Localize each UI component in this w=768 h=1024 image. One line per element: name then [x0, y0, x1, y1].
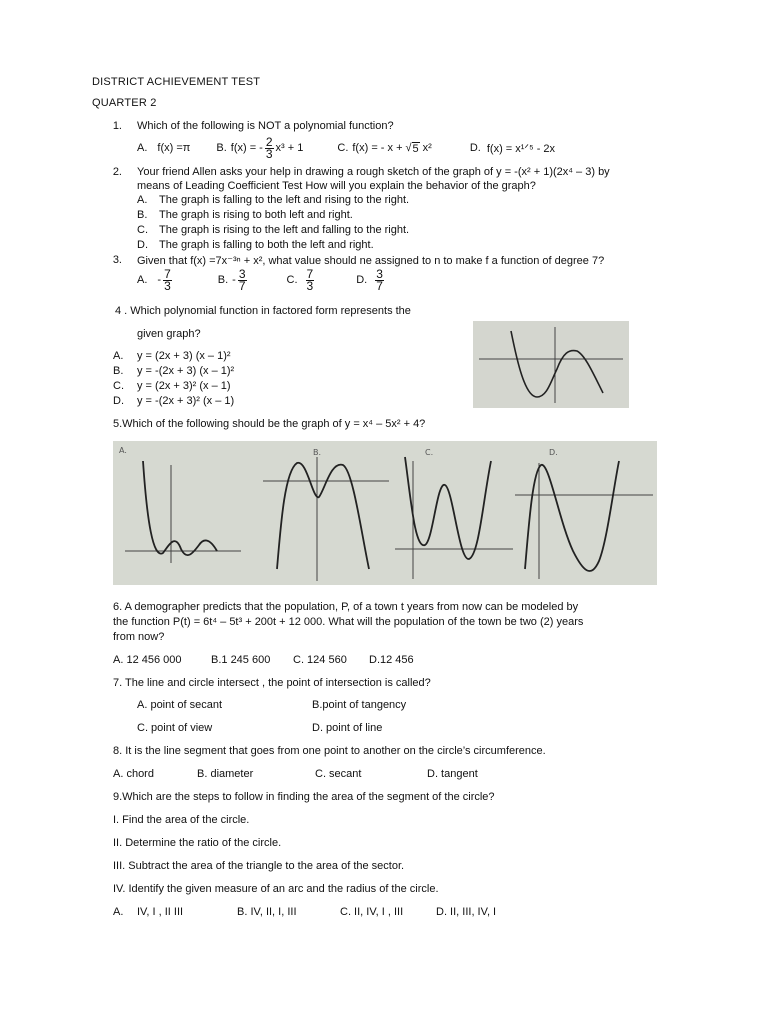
q6-line3: from now?	[113, 631, 165, 643]
q2-number: 2.	[112, 166, 122, 178]
sqrt-icon: √	[405, 142, 412, 154]
q6-opt-b: B.1 245 600	[211, 654, 271, 666]
q5-graphs-image	[113, 441, 657, 585]
quarter-label: QUARTER 2	[92, 97, 157, 109]
q4-graph-image	[473, 321, 629, 408]
q5-graph-b	[263, 448, 389, 581]
q2-opt-b-label: B.	[137, 209, 148, 221]
q3-b-den: 7	[238, 278, 246, 293]
q3-a-label: A.	[137, 274, 148, 286]
q3-b-num: 3	[238, 266, 246, 281]
q2-line2: means of Leading Coefficient Test How will you explain the behavior of the graph?	[137, 180, 536, 192]
q3-d-fraction	[375, 266, 384, 293]
q7-opt-a: A. point of secant	[137, 699, 222, 711]
q7-text: 7. The line and circle intersect , the point of intersection is called?	[113, 677, 431, 689]
q1-a-label: A.	[137, 142, 148, 154]
q3-a-num: 7	[164, 266, 171, 281]
q3-a-fraction	[163, 266, 172, 293]
q5-graph-c	[395, 448, 513, 579]
q3-c-num: 7	[306, 266, 314, 281]
q5-graph-b-label: B.	[313, 448, 322, 457]
q9-step-3: III. Subtract the area of the triangle to the area of the sector.	[113, 860, 405, 872]
q2-opt-d-label: D.	[137, 239, 148, 251]
q1-b-fraction	[265, 134, 274, 161]
q5-graph-d-label: D.	[549, 448, 558, 457]
q5-graph-a	[119, 446, 241, 563]
q1-c-post: x²	[422, 142, 432, 154]
q5-b-curve	[277, 463, 369, 569]
q7-opt-d: D. point of line	[312, 722, 383, 734]
q1-d-label: D.	[469, 142, 481, 154]
q4-opt-c: y = (2x + 3)² (x – 1)	[137, 380, 231, 392]
q5-c-curve	[405, 457, 491, 559]
q4-opt-b: y = -(2x + 3) (x – 1)²	[137, 365, 235, 377]
q3-b-sign: -	[232, 274, 236, 286]
q2-opt-d: The graph is falling to both the left and right.	[159, 239, 374, 251]
q3-d-den: 7	[376, 278, 383, 293]
q1-b-denominator: 3	[265, 146, 273, 161]
q1-b-pre: f(x) = -	[230, 142, 263, 154]
q5-a-curve	[143, 461, 217, 555]
q9-opt-d: D. II, III, IV, I	[436, 906, 497, 918]
q4-line2: given graph?	[137, 328, 201, 340]
q4-curve	[511, 331, 603, 397]
q9-step-1: I. Find the area of the circle.	[113, 814, 250, 826]
q4-graph-svg	[473, 321, 629, 408]
q3-a-sign: -	[157, 274, 162, 286]
q5-graph-d	[515, 448, 653, 579]
q4-opt-d-label: D.	[113, 395, 124, 407]
q9-step-2: II. Determine the ratio of the circle.	[113, 837, 282, 849]
q3-c-fraction	[306, 266, 315, 293]
q3-text: Given that f(x) =7x⁻³ⁿ + x², what value should ne assigned to n to make f a function of degree 7?	[137, 255, 605, 267]
q7-opt-c: C. point of view	[137, 722, 213, 734]
q6-opt-a: A. 12 456 000	[113, 654, 182, 666]
q3-b-fraction	[238, 266, 247, 293]
q3-d-label: D.	[356, 274, 368, 286]
q5-text: 5.Which of the following should be the graph of y = x⁴ – 5x² + 4?	[113, 418, 426, 430]
q9-step-4: IV. Identify the given measure of an arc and the radius of the circle.	[113, 883, 439, 895]
q9-opt-a-label: A.	[113, 906, 124, 918]
q4-opt-a: y = (2x + 3) (x – 1)²	[137, 350, 231, 362]
q6-opt-c: C. 124 560	[293, 654, 347, 666]
q2-opt-c: The graph is rising to the left and falling to the right.	[159, 224, 410, 236]
q4-opt-a-label: A.	[113, 350, 124, 362]
q9-opt-c: C. II, IV, I , III	[340, 906, 404, 918]
q3-a-den: 3	[164, 278, 171, 293]
q5-graphs-svg	[113, 441, 657, 585]
q9-opt-a: IV, I , II III	[137, 906, 184, 918]
q1-options	[137, 134, 555, 162]
q4-opt-d: y = -(2x + 3)² (x – 1)	[137, 395, 235, 407]
q4-opt-b-label: B.	[113, 365, 124, 377]
q2-opt-b: The graph is rising to both left and right.	[159, 209, 353, 221]
q1-b-post: x³ + 1	[275, 142, 304, 154]
q9-opt-b: B. IV, II, I, III	[237, 906, 297, 918]
q1-c-label: C.	[337, 142, 349, 154]
q3-b-label: B.	[217, 274, 229, 286]
q3-c-label: C.	[286, 274, 298, 286]
q4-line1: 4 . Which polynomial function in factored form represents the	[115, 305, 411, 317]
q5-graph-c-label: C.	[425, 448, 434, 457]
q8-text: 8. It is the line segment that goes from one point to another on the circle’s circumference.	[113, 745, 546, 757]
q2-opt-a: The graph is falling to the left and rising to the right.	[159, 194, 410, 206]
q6-line2: the function P(t) = 6t⁴ – 5t³ + 200t + 12 000. What will the population of the town be two (2) years	[113, 616, 584, 628]
q7-opt-b: B.point of tangency	[312, 699, 407, 711]
q3-options	[137, 266, 386, 294]
q6-opt-d: D.12 456	[369, 654, 414, 666]
q3-c-den: 3	[306, 278, 314, 293]
q1-c-radicand: 5	[412, 142, 419, 155]
q2-line1: Your friend Allen asks your help in drawing a rough sketch of the graph of y = -(x² + 1)(2x⁴ – 3) by	[137, 166, 610, 178]
q1-c-pre: f(x) = - x +	[352, 142, 403, 154]
q1-number: 1.	[112, 120, 122, 132]
q1-text: Which of the following is NOT a polynomial function?	[137, 120, 394, 132]
q3-number: 3.	[112, 254, 122, 266]
q5-graph-a-label: A.	[119, 446, 127, 455]
q1-b-label: B.	[216, 142, 227, 154]
q8-opt-d: D. tangent	[427, 768, 478, 780]
q6-line1: 6. A demographer predicts that the population, P, of a town t years from now can be modeled by	[113, 601, 579, 613]
q9-text: 9.Which are the steps to follow in finding the area of the segment of the circle?	[113, 791, 495, 803]
q2-opt-c-label: C.	[137, 224, 148, 236]
q8-opt-b: B. diameter	[197, 768, 254, 780]
q8-opt-a: A. chord	[113, 768, 154, 780]
test-title: DISTRICT ACHIEVEMENT TEST	[92, 76, 261, 88]
q2-opt-a-label: A.	[137, 194, 148, 206]
q3-d-num: 3	[376, 266, 383, 281]
q1-a: f(x) =π	[157, 142, 191, 154]
q4-opt-c-label: C.	[113, 380, 124, 392]
q1-b-numerator: 2	[265, 134, 273, 149]
q8-opt-c: C. secant	[315, 768, 362, 780]
q1-d: f(x) = x¹ᐟ⁵ - 2x	[486, 142, 556, 155]
